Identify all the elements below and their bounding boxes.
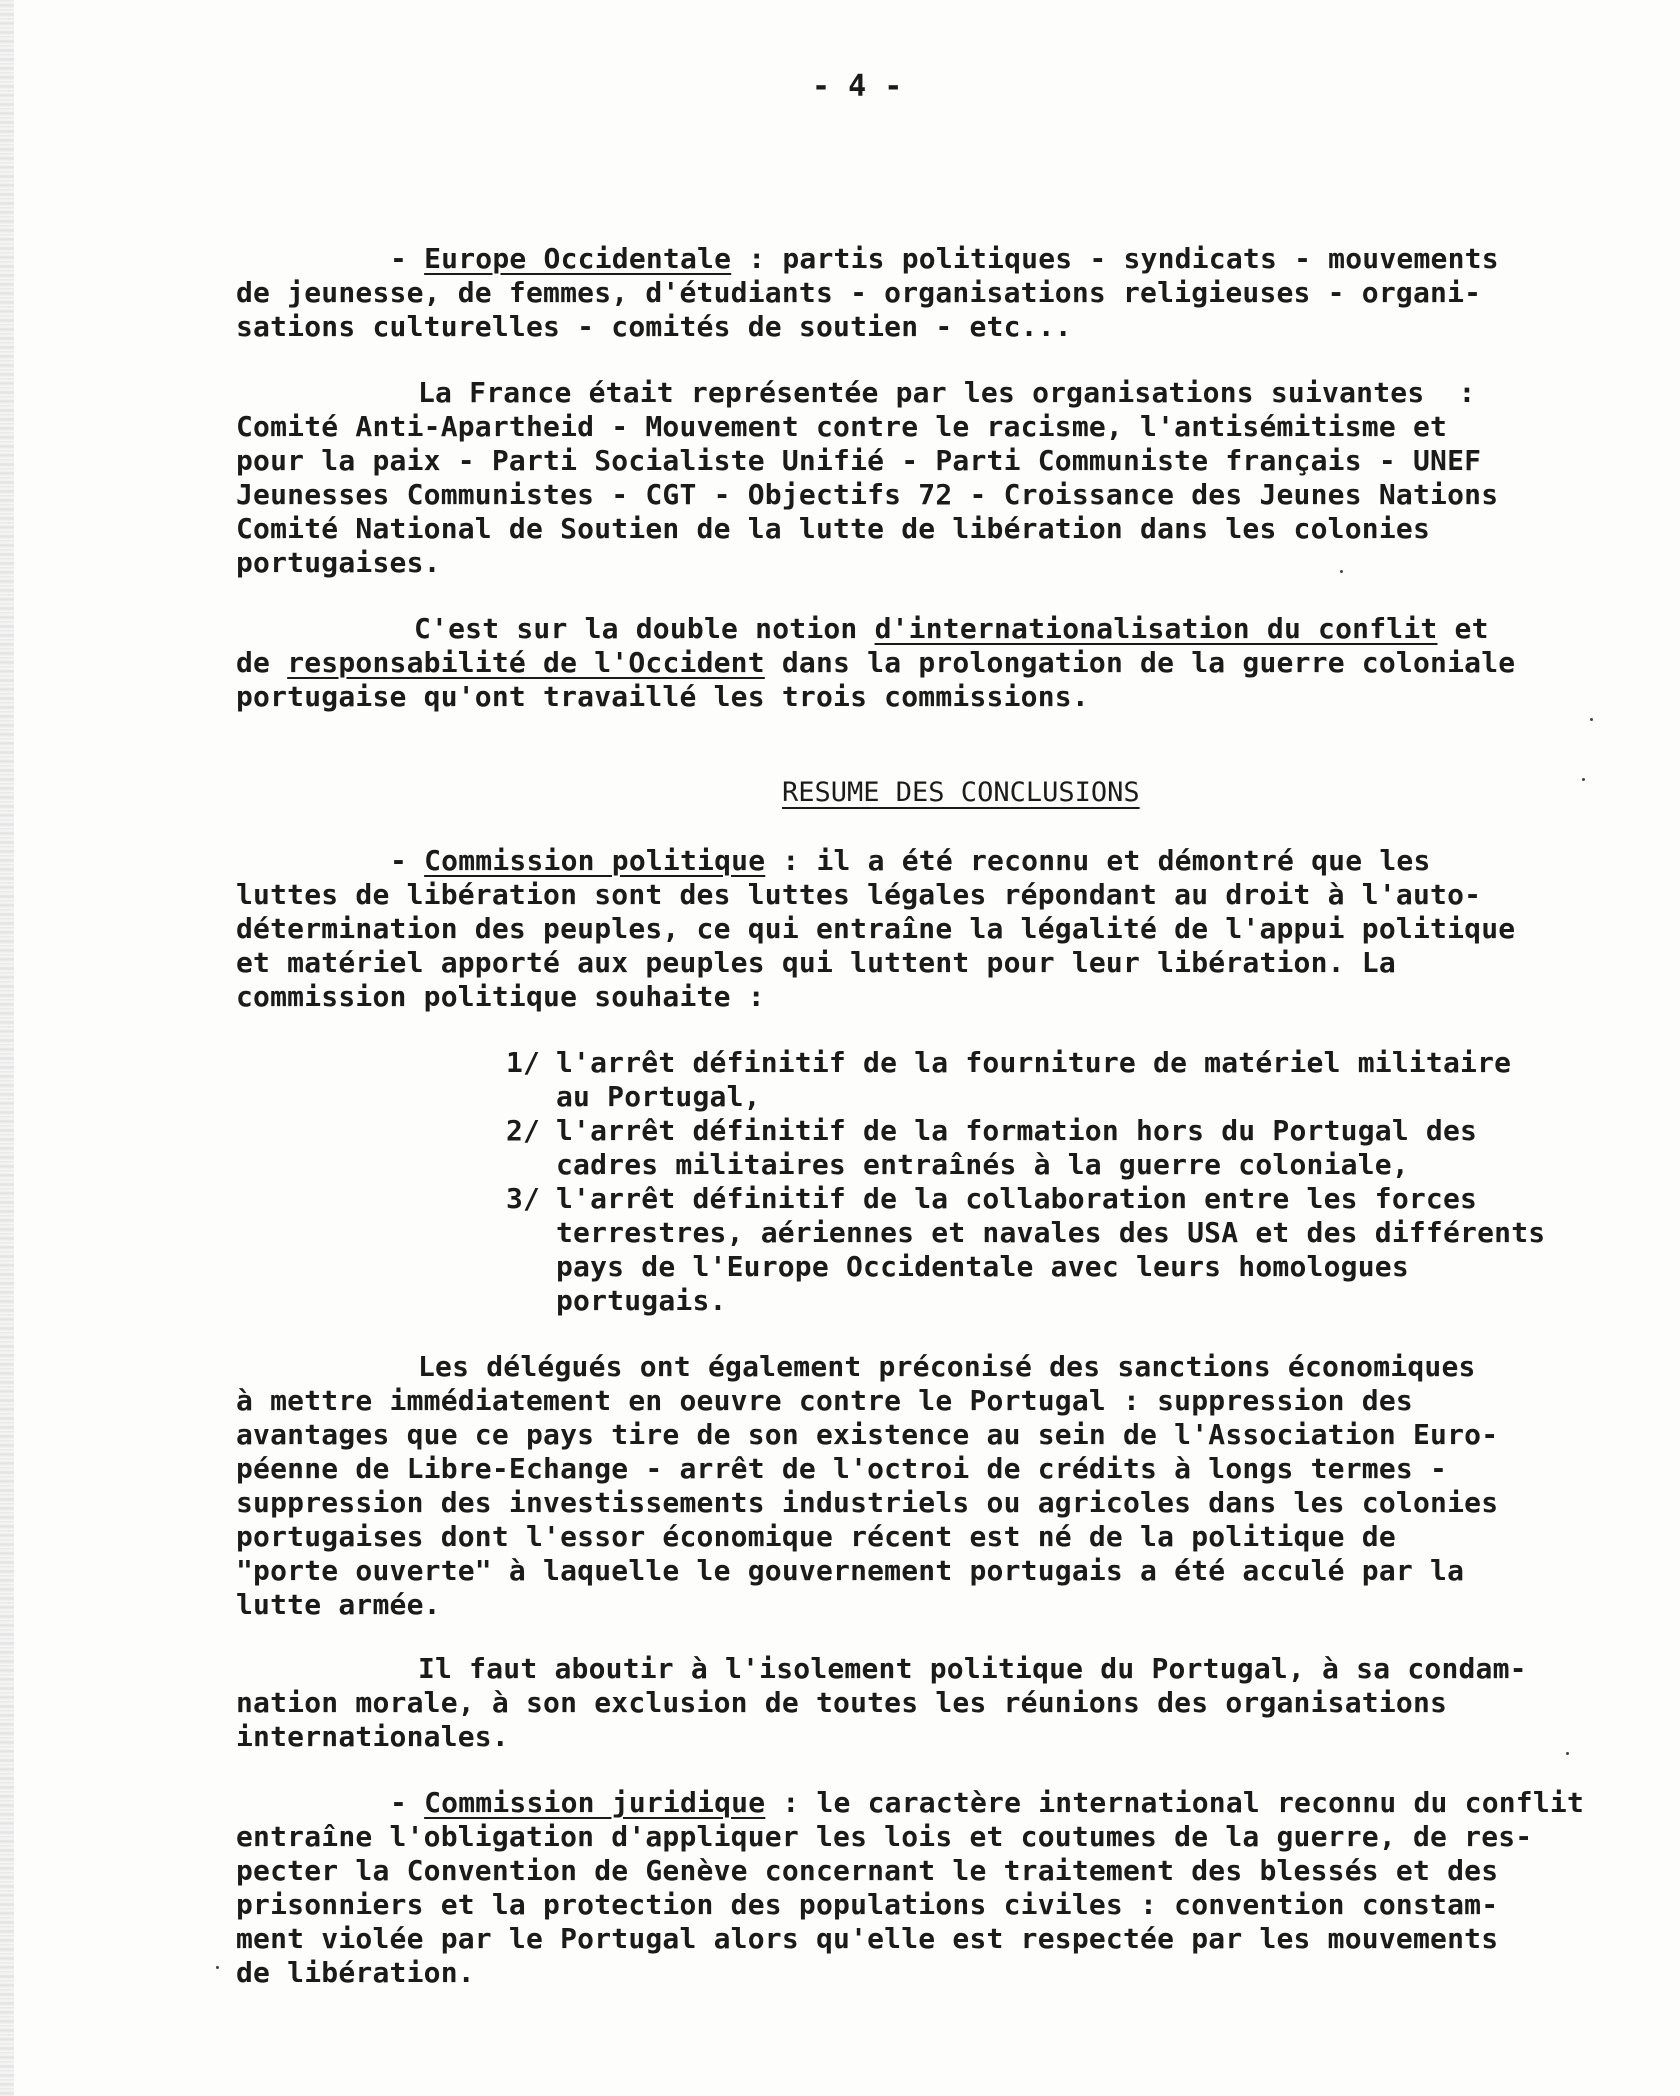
p4-line-4: et matériel apporté aux peuples qui luttent pour leur libération. La — [236, 946, 1396, 979]
list-item-2-line-1: l'arrêt définitif de la formation hors du Portugal des — [556, 1114, 1478, 1147]
p2-line-3: pour la paix - Parti Socialiste Unifié - Parti Communiste français - UNEF — [236, 444, 1482, 477]
p5-line-2: à mettre immédiatement en oeuvre contre le Portugal : suppression des — [236, 1384, 1413, 1417]
list-item-3-line-2: terrestres, aériennes et navales des USA et des différents — [556, 1216, 1546, 1249]
p1-l1-post: : partis politiques - syndicats - mouvements — [731, 242, 1499, 275]
p2-line-2: Comité Anti-Apartheid - Mouvement contre le racisme, l'antisémitisme et — [236, 410, 1448, 443]
p7-l1-underlined: Commission juridique — [424, 1786, 766, 1819]
list-item-1-line-1: l'arrêt définitif de la fourniture de matériel militaire — [556, 1046, 1512, 1079]
p6-line-2: nation morale, à son exclusion de toutes les réunions des organisations — [236, 1686, 1448, 1719]
list-item-3-line-3: pays de l'Europe Occidentale avec leurs homologues — [556, 1250, 1409, 1283]
scan-speck — [216, 1966, 219, 1969]
p7-l1-pre: - — [390, 1786, 425, 1819]
p2-line-4: Jeunesses Communistes - CGT - Objectifs 72 - Croissance des Jeunes Nations — [236, 478, 1499, 511]
p3-line-1 — [414, 612, 1489, 646]
scan-speck — [1590, 718, 1593, 721]
p5-line-6: portugaises dont l'essor économique récent est né de la politique de — [236, 1520, 1396, 1553]
list-item-3-line-4: portugais. — [556, 1284, 727, 1317]
p3-l1-pre: C'est sur la double notion — [414, 612, 875, 645]
scan-speck — [1340, 570, 1343, 573]
list-item-2-line-2: cadres militaires entraînés à la guerre coloniale, — [556, 1148, 1409, 1181]
p1-line-3: sations culturelles - comités de soutien - etc... — [236, 310, 1072, 343]
p6-line-3: internationales. — [236, 1720, 509, 1753]
p4-line-2: luttes de libération sont des luttes légales répondant au droit à l'auto- — [236, 878, 1482, 911]
p2-line-5: Comité National de Soutien de la lutte de libération dans les colonies — [236, 512, 1431, 545]
page-number: - 4 - — [812, 69, 903, 104]
p7-line-4: prisonniers et la protection des populations civiles : convention constam- — [236, 1888, 1499, 1921]
p3-l2-underlined: responsabilité de l'Occident — [287, 646, 765, 679]
p5-line-7: "porte ouverte" à laquelle le gouvernement portugais a été acculé par la — [236, 1554, 1465, 1587]
p2-line-1: La France était représentée par les organisations suivantes : — [418, 376, 1476, 409]
list-item-1-line-2: au Portugal, — [556, 1080, 761, 1113]
p1-line-2: de jeunesse, de femmes, d'étudiants - organisations religieuses - organi- — [236, 276, 1482, 309]
p6-line-1: Il faut aboutir à l'isolement politique du Portugal, à sa condam- — [418, 1652, 1527, 1685]
p3-l1-post: et — [1437, 612, 1489, 645]
list-item-3-line-1: l'arrêt définitif de la collaboration entre les forces — [556, 1182, 1478, 1215]
p3-l2-post: dans la prolongation de la guerre coloniale — [764, 646, 1516, 679]
p7-l1-post: : le caractère international reconnu du conflit — [765, 1786, 1585, 1819]
p7-line-1 — [390, 1786, 1584, 1820]
list-item-1-number: 1/ — [506, 1046, 541, 1079]
p3-line-3: portugaise qu'ont travaillé les trois commissions. — [236, 680, 1089, 713]
list-item-2-number: 2/ — [506, 1114, 541, 1147]
list-item-3-number: 3/ — [506, 1182, 541, 1215]
p7-line-5: ment violée par le Portugal alors qu'elle est respectée par les mouvements — [236, 1922, 1499, 1955]
p5-line-3: avantages que ce pays tire de son existence au sein de l'Association Euro- — [236, 1418, 1499, 1451]
p7-line-2: entraîne l'obligation d'appliquer les lois et coutumes de la guerre, de res- — [236, 1820, 1533, 1853]
p2-line-6: portugaises. — [236, 546, 441, 579]
p1-l1-pre: - — [390, 242, 425, 275]
p7-line-3: pecter la Convention de Genève concernant le traitement des blessés et des — [236, 1854, 1499, 1887]
p4-l1-underlined: Commission politique — [424, 844, 766, 877]
scan-speck — [1582, 778, 1585, 781]
p3-l1-underlined: d'internationalisation du conflit — [874, 612, 1438, 645]
scan-speck — [1566, 1752, 1569, 1755]
p4-l1-pre: - — [390, 844, 425, 877]
p1-l1-underlined: Europe Occidentale — [424, 242, 732, 275]
section-heading: RESUME DES CONCLUSIONS — [782, 777, 1140, 808]
p1-line-1 — [390, 242, 1499, 276]
p4-line-1 — [390, 844, 1431, 878]
p4-l1-post: : il a été reconnu et démontré que les — [765, 844, 1431, 877]
p4-line-5: commission politique souhaite : — [236, 980, 765, 1013]
p5-line-8: lutte armée. — [236, 1588, 441, 1621]
p3-line-2 — [236, 646, 1515, 680]
p5-line-4: péenne de Libre-Echange - arrêt de l'octroi de crédits à longs termes - — [236, 1452, 1448, 1485]
p3-l2-pre: de — [236, 646, 288, 679]
p5-line-5: suppression des investissements industriels ou agricoles dans les colonies — [236, 1486, 1499, 1519]
p7-line-6: de libération. — [236, 1956, 475, 1989]
p4-line-3: détermination des peuples, ce qui entraîne la légalité de l'appui politique — [236, 912, 1516, 945]
p5-line-1: Les délégués ont également préconisé des sanctions économiques — [418, 1350, 1476, 1383]
scan-edge — [0, 0, 14, 2096]
